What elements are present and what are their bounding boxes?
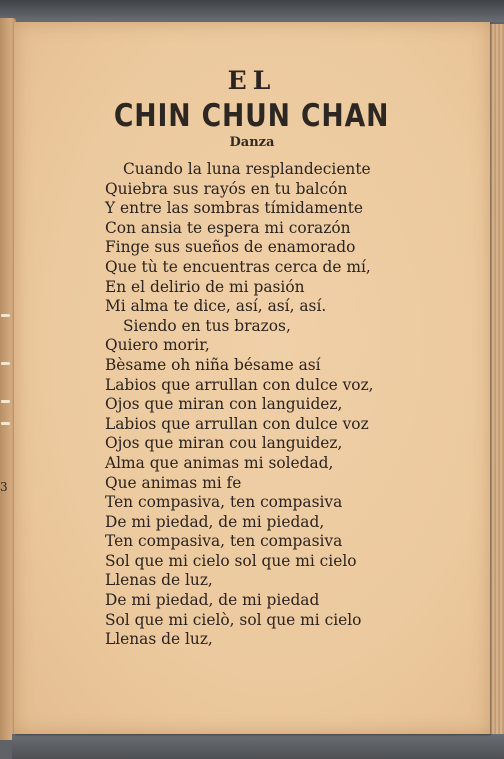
margin-mark — [1, 422, 10, 425]
page-stack-edge — [488, 24, 504, 734]
lyric-line: Ten compasiva, ten compasiva — [105, 532, 343, 551]
lyric-line: Bèsame oh niña bésame así — [105, 355, 321, 374]
lyrics-block — [105, 160, 490, 650]
lyric-line: Que tù te encuentras cerca de mí, — [105, 257, 371, 276]
song-page — [14, 22, 490, 734]
lyric-line: Alma que animas mi soledad, — [105, 453, 334, 472]
lyric-line: Con ansia te espera mi corazón — [105, 218, 351, 237]
left-page-number: 3 — [0, 480, 8, 494]
margin-mark — [1, 362, 10, 365]
lyric-line: Mi alma te dice, así, así, así. — [105, 297, 327, 316]
lyric-line: Y entre las sombras tímidamente — [105, 199, 363, 218]
margin-mark — [1, 400, 10, 403]
lyric-line: Ojos que miran cou languidez, — [105, 434, 343, 453]
lyric-line: En el delirio de mi pasión — [105, 277, 305, 296]
lyric-line: Ten compasiva, ten compasiva — [105, 493, 343, 512]
lyric-line: Siendo en tus brazos, — [123, 316, 291, 335]
song-title: CHIN CHUN CHAN — [113, 98, 390, 134]
lyric-line: Ojos que miran con languidez, — [105, 395, 343, 414]
margin-mark — [1, 314, 10, 317]
lyric-line: De mi piedad, de mi piedad — [105, 591, 320, 610]
lyric-line: Cuando la luna resplandeciente — [123, 160, 371, 178]
lyric-line: De mi piedad, de mi piedad, — [105, 512, 325, 531]
header-article: EL — [227, 66, 277, 95]
lyric-line: Que animas mi fe — [105, 473, 242, 492]
lyric-line: Quiebra sus rayós en tu balcón — [105, 179, 348, 198]
song-genre: Danza — [229, 135, 275, 150]
scan-background-top — [0, 0, 504, 22]
lyric-line: Llenas de luz, — [105, 571, 213, 590]
lyric-line: Labios que arrullan con dulce voz — [105, 414, 369, 433]
scan-background-bottom — [12, 734, 504, 759]
lyric-line: Quiero morir, — [105, 336, 210, 355]
lyric-line: Llenas de luz, — [105, 630, 213, 649]
lyric-line: Labios que arrullan con dulce voz, — [105, 375, 374, 394]
lyric-line: Finge sus sueños de enamorado — [105, 238, 356, 257]
lyric-line: Sol que mi cielò, sol que mi cielo — [105, 610, 362, 629]
lyric-line: Sol que mi cielo sol que mi cielo — [105, 551, 357, 570]
